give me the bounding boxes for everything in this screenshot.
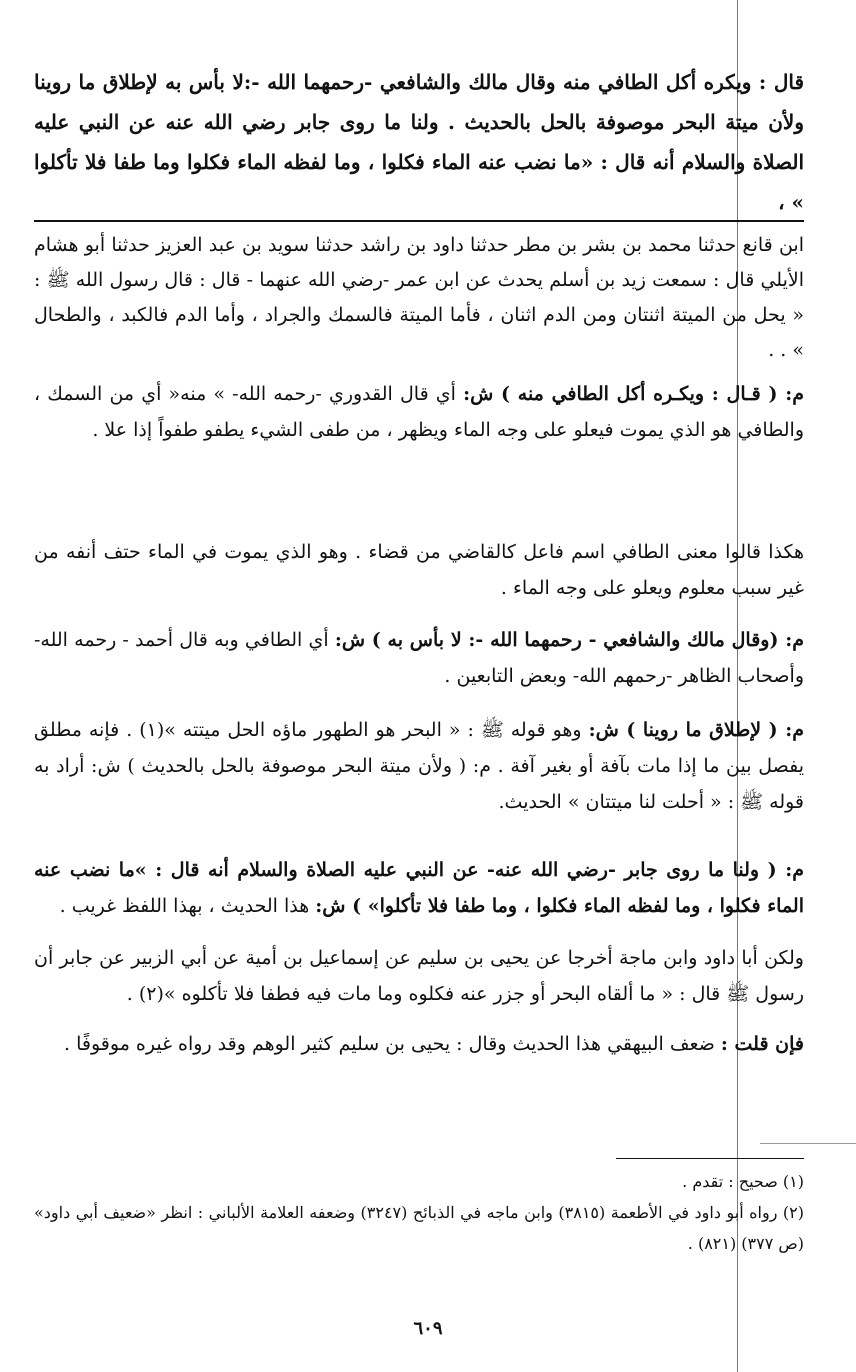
section-divider	[34, 220, 804, 222]
commentary-paragraph	[34, 534, 804, 606]
paragraph-text: ولكن أبا داود وابن ماجة أخرجا عن يحيى بن سليم عن إسماعيل بن أمية عن أبي الزبير عن جابر أن رسول ﷺ قال : « ما ألقاه البحر أو جزر عنه فكلوه وما مات فيه فطفا فلا تأكلوه »(٢) .	[34, 947, 804, 1005]
paragraph-text: ضعف البيهقي هذا الحديث وقال : يحيى بن سليم كثير الوهم وقد رواه غيره موقوفًا .	[64, 1033, 721, 1055]
paragraph-text: أي قال القدوري -رحمه الله- » منه« أي من السمك ، والطافي هو الذي يموت فيعلو على وجه الماء ويظهر ، من طفى الشيء يطفو طفواً إذا علا .	[34, 383, 804, 441]
paragraph-text: وهو قوله ﷺ : « البحر هو الطهور ماؤه الحل ميتته »(١) . فإنه مطلق يفصل بين ما إذا مات بآفة أو بغير آفة . م: ( ولأن ميتة البحر موصوفة بالحل بالحديث ) ش: أراد به قوله ﷺ : « أحلت لنا ميتتان » الحديث.	[34, 719, 804, 813]
paragraph-lead: فإن قلت :	[720, 1033, 804, 1055]
footnote-1: (١) صحيح : تقدم .	[682, 1172, 804, 1191]
paragraph-lead: م: ( قـال : ويكـره أكل الطافي منه ) ش:	[463, 383, 804, 405]
paragraph-text: أي الطافي وبه قال أحمد - رحمه الله- وأصحاب الظاهر -رحمهم الله- وبعض التابعين .	[34, 629, 804, 687]
commentary-paragraph	[34, 1026, 804, 1062]
footnotes	[34, 1166, 804, 1259]
commentary-paragraph	[34, 376, 804, 448]
footnote-divider	[616, 1158, 804, 1159]
commentary-paragraph	[34, 940, 804, 1012]
paragraph-lead: م: ( لإطلاق ما روينا ) ش:	[588, 719, 804, 741]
paragraph-lead: م: (وقال مالك والشافعي - رحمهما الله -: لا بأس به ) ش:	[334, 629, 804, 651]
scan-margin-mark	[760, 1143, 856, 1144]
commentary-paragraph	[34, 852, 804, 924]
commentary-paragraph	[34, 622, 804, 694]
page-number: ٦٠٩	[413, 1318, 443, 1339]
matn-text: قال : ويكره أكل الطافي منه وقال مالك والشافعي -رحمهما الله -:لا بأس به لإطلاق ما روينا ولأن ميتة البحر موصوفة بالحل بالحديث . ولنا ما روى جابر رضي الله عنه عن النبي عليه الصلاة والسلام أنه قال : «ما نضب عنه الماء فكلوا ، وما لفظه الماء فكلوا وما طفا فلا تأكلوا » ،	[34, 70, 804, 214]
footnote-2: (٢) رواه أبو داود في الأطعمة (٣٨١٥) وابن ماجه في الذبائح (٣٢٤٧) وضعفه العلامة الألباني : انظر «ضعيف أبي داود» (ص ٣٧٧) (٨٢١) .	[34, 1203, 804, 1253]
commentary-paragraph	[34, 712, 804, 820]
paragraph-lead: م: ( ولنا ما روى جابر -رضي الله عنه- عن النبي عليه الصلاة والسلام أنه قال : »ما نضب عنه الماء فكلوا ، وما لفظه الماء فكلوا ، وما طفا فلا تأكلوا» ) ش:	[34, 859, 804, 917]
paragraph-text: هكذا قالوا معنى الطافي اسم فاعل كالقاضي من قضاء . وهو الذي يموت في الماء حتف أنفه من غير سبب معلوم ويعلو على وجه الماء .	[34, 541, 804, 599]
hadith-text: ابن قانع حدثنا محمد بن بشر بن مطر حدثنا داود بن راشد حدثنا سويد بن عبد العزيز حدثنا أبو هشام الأيلي قال : سمعت زيد بن أسلم يحدث عن ابن عمر -رضي الله عنهما - قال : قال رسول الله ﷺ : « يحل من الميتة اثنتان ومن الدم اثنان ، فأما الميتة فالسمك والجراد ، وأما الدم فالكبد ، والطحال » . .	[34, 234, 804, 361]
paragraph-text: هذا الحديث ، بهذا اللفظ غريب .	[59, 895, 316, 917]
